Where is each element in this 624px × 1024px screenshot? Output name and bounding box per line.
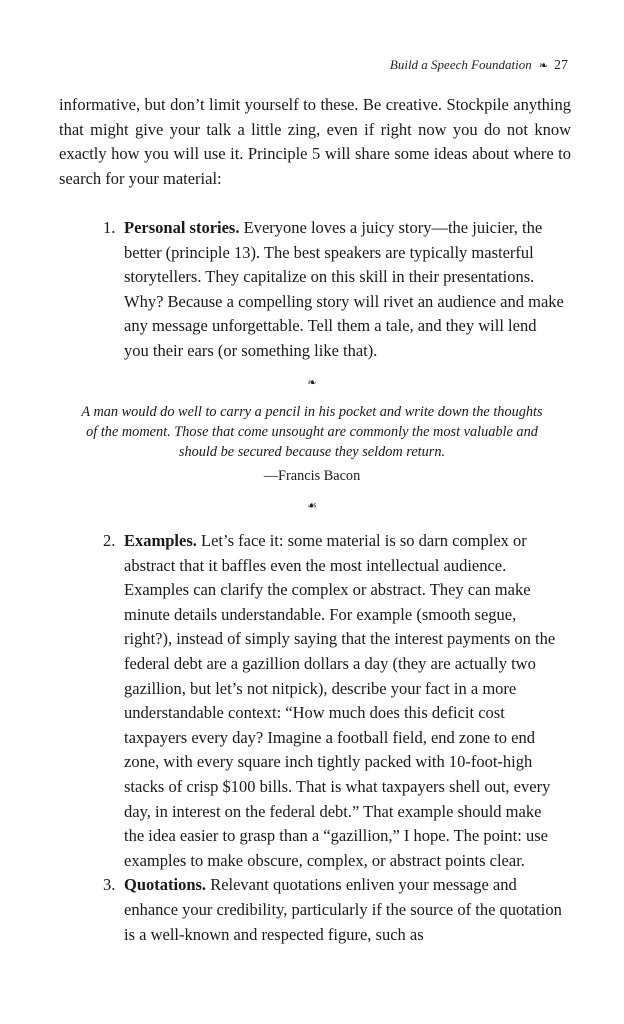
list-item <box>0 529 564 873</box>
list-item-text: Let’s face it: some material is so darn complex or abstract that it baffles even the most intellectual audience. Examples can clarify the complex or abstract. They can make minute details understandable. For example (smooth segue, right?), instead of simply saying that the interest payments on the federal debt are a gazillion dollars a day (they are actually two gazillion, but let’s not nitpick), describe your fact in a more understandable context: “How much does this deficit cost taxpayers every day? Imagine a football field, end zone to end zone, with every square inch tightly packed with 10-foot-high stacks of crisp $100 bills. That is what taxpayers shell out, every day, in interest on the federal debt.” That example should make the idea easier to grasp than a “gazillion,” I hope. The point: use examples to make obscure, complex, or abstract points clear. <box>124 531 556 870</box>
material-list-part-2 <box>0 529 624 947</box>
fleuron-top-icon: ❧ <box>307 376 317 389</box>
list-item-number: 3. <box>103 875 116 895</box>
list-item-term: Examples. <box>124 531 197 550</box>
list-item <box>0 216 564 364</box>
fleuron-bottom-icon: ☙ <box>307 499 317 512</box>
material-list-part-1 <box>0 216 624 364</box>
list-item-term: Quotations. <box>124 875 207 895</box>
page-number: 27 <box>554 58 568 73</box>
list-item <box>0 873 564 947</box>
list-item-number: 1. <box>103 218 116 237</box>
list-item-text: Relevant quotations enliven your message and enhance your credibility, particularly if the source of the quotation is a well-known and respected figure, such as <box>124 875 562 944</box>
intro-paragraph: informative, but don’t limit yourself to these. Be creative. Stockpile anything that might give your talk a little zing, even if right now you do not know exactly how you will use it. Principle 5 will share some ideas about where to search for your material: <box>59 95 571 188</box>
list-item-term: Personal stories. <box>124 218 240 237</box>
running-header <box>390 57 568 74</box>
epigraph-quote: A man would do well to carry a pencil in his pocket and write down the thoughts of the moment. Those that come unsought are commonly the most valuable and should be secured because they seldom return. <box>81 404 543 460</box>
list-item-text: Everyone loves a juicy story—the juicier, the better (principle 13). The best speakers are typically masterful storytellers. They capitalize on this skill in their presentations. Why? Because a compelling story will rivet an audience and make any message unforgettable. Tell them a tale, and they will lend you their ears (or something like that). <box>124 218 564 360</box>
list-item-number: 2. <box>103 531 116 550</box>
fleuron-ornament-icon: ❧ <box>538 60 548 72</box>
running-title: Build a Speech Foundation <box>389 57 532 72</box>
epigraph-attribution: —Francis Bacon <box>263 468 361 484</box>
